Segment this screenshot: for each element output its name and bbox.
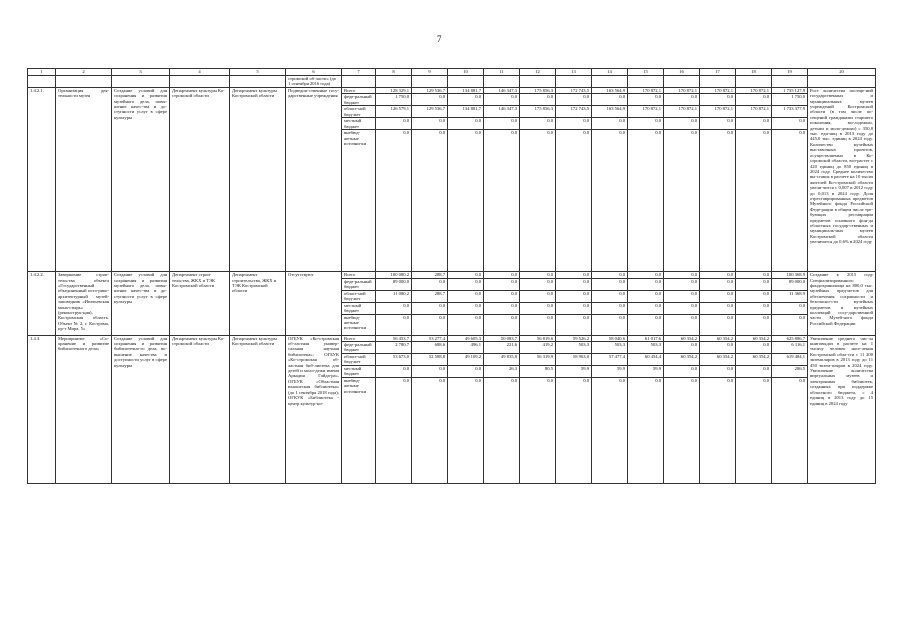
- funding-value: 0,0: [772, 130, 808, 272]
- funding-value: 0,0: [556, 378, 592, 484]
- funding-value: 80,5: [520, 366, 556, 378]
- funding-source-label: местный бюджет: [342, 118, 376, 130]
- funding-value: 1 750,0: [772, 94, 808, 106]
- funding-source-label: феде-ральный бюджет: [342, 342, 376, 354]
- funding-value: 0,0: [736, 278, 772, 290]
- col-header: 5: [230, 69, 286, 76]
- funding-value: 0,0: [520, 130, 556, 272]
- funding-value: 170 872,1: [628, 87, 664, 93]
- executor: Департамент культуры Костромской области: [230, 335, 286, 483]
- funding-source-label: внебюд-жетные источни-ки: [342, 378, 376, 484]
- funding-value: 0,0: [664, 278, 700, 290]
- funding-value: 0,0: [664, 118, 700, 130]
- funding-value: 0,0: [556, 302, 592, 314]
- col-header: 19: [772, 69, 808, 76]
- funding-value: 286,5: [772, 366, 808, 378]
- funding-value: 0,0: [412, 278, 448, 290]
- col-header: 8: [376, 69, 412, 76]
- col-header: 11: [484, 69, 520, 76]
- funding-value: 50 083,7: [484, 335, 520, 341]
- funding-value: 0,0: [520, 302, 556, 314]
- funding-value: 11 080,2: [376, 290, 412, 302]
- funding-value: 0,0: [556, 278, 592, 290]
- funding-value: 0,0: [520, 118, 556, 130]
- funding-value: 89 000,0: [772, 278, 808, 290]
- funding-value: 0,0: [556, 314, 592, 335]
- funding-value: 0,0: [592, 130, 628, 272]
- funding-value: 0,0: [700, 118, 736, 130]
- page-number: 7: [437, 34, 442, 44]
- funding-value: 0,0: [412, 366, 448, 378]
- funding-value: 53 277,4: [412, 335, 448, 341]
- funding-value: 134 881,7: [448, 106, 484, 118]
- funding-source-label: внебюд-жетные источни-ки: [342, 130, 376, 272]
- funding-value: 0,0: [412, 118, 448, 130]
- col-header: 2: [56, 69, 112, 76]
- funding-value: 0,0: [700, 366, 736, 378]
- funding-value: 0,0: [592, 278, 628, 290]
- funding-value: 0,0: [664, 342, 700, 354]
- row-number: 1.4.2.1.: [28, 87, 56, 271]
- col-header: 16: [664, 69, 700, 76]
- funding-value: 0,0: [736, 290, 772, 302]
- funding-value: 0,0: [664, 130, 700, 272]
- funding-value: 60 354,2: [736, 335, 772, 341]
- funding-value: 288,7: [412, 272, 448, 278]
- executor: Департамент строительства, ЖКХ и ТЭК Костромской области: [230, 272, 286, 335]
- funding-value: 57 477,4: [592, 354, 628, 366]
- customer: Департамент культуры Ко-стромской области: [170, 87, 230, 271]
- executor: Департамент культуры Костромской области: [230, 87, 286, 271]
- funding-value: 1 733 377,9: [772, 106, 808, 118]
- funding-value: 0,0: [736, 302, 772, 314]
- funding-value: 59,9: [592, 366, 628, 378]
- funding-value: 0,0: [484, 302, 520, 314]
- funding-value: 129 536,7: [412, 106, 448, 118]
- funding-value: 60 354,2: [700, 354, 736, 366]
- col-header: 13: [556, 69, 592, 76]
- col-header: 9: [412, 69, 448, 76]
- funding-source-label: местный бюджет: [342, 302, 376, 314]
- funding-source-label: Всего: [342, 335, 376, 341]
- funding-value: 0,0: [736, 130, 772, 272]
- funding-value: 0,0: [484, 278, 520, 290]
- funding-value: 170 872,1: [664, 106, 700, 118]
- funding-value: 0,0: [736, 272, 772, 278]
- funding-value: 0,0: [556, 290, 592, 302]
- funding-value: 163 564,9: [592, 87, 628, 93]
- funding-value: 0,0: [736, 366, 772, 378]
- funding-value: 56 819,6: [520, 335, 556, 341]
- funding-value: 0,0: [700, 378, 736, 484]
- activity-goal: Создание условий для сохранения и развития библиотечно-го дела, по-вышение качества и доступности услуг в сфере культуры: [112, 335, 170, 483]
- funding-value: 0,0: [448, 130, 484, 272]
- funding-value: 503,3: [592, 342, 628, 354]
- funding-value: 0,0: [700, 94, 736, 106]
- funding-value: 0,0: [484, 290, 520, 302]
- funding-value: 49 835,8: [484, 354, 520, 366]
- funding-source-label: област-ной бюд-жет: [342, 290, 376, 302]
- funding-value: 129 536,7: [412, 87, 448, 93]
- funding-value: 0,0: [484, 94, 520, 106]
- col-header: 4: [170, 69, 230, 76]
- funding-value: 175 856,3: [520, 87, 556, 93]
- column-number-row: [28, 69, 876, 76]
- funding-value: 1 750,0: [376, 94, 412, 106]
- funding-value: 6 116,1: [772, 342, 808, 354]
- funding-value: 0,0: [736, 94, 772, 106]
- funding-value: 0,0: [628, 378, 664, 484]
- funding-value: 0,0: [628, 290, 664, 302]
- funding-source-label: феде-ральный бюджет: [342, 278, 376, 290]
- funding-value: 0,0: [700, 278, 736, 290]
- funding-value: 0,0: [412, 94, 448, 106]
- funding-value: 89 000,0: [376, 278, 412, 290]
- expected-result: Увеличение среднего чис-ла книговыдач в расчете на 1 тысячу человек насе-ления Костромской обла-сти с 11 200 экземпляров в 2013 году до 11 450 экзем-пляров в 2024 году. Увеличение количества виртуальных музеев и электронных библиотек, созданных при поддержке областного бюджета, с 4 единиц в 2013 году до 15 единиц в 2024 году: [808, 335, 876, 483]
- col-header: 17: [700, 69, 736, 76]
- funding-value: 625 886,7: [772, 335, 808, 341]
- funding-value: 0,0: [700, 342, 736, 354]
- col-header: 7: [342, 69, 376, 76]
- funding-value: 619 484,1: [772, 354, 808, 366]
- funding-value: 126 579,1: [376, 106, 412, 118]
- funding-value: 61 017,6: [628, 335, 664, 341]
- col-header: 20: [808, 69, 876, 76]
- funding-value: 175 856,3: [520, 106, 556, 118]
- funding-value: 0,0: [376, 314, 412, 335]
- funding-value: 11 368,9: [772, 290, 808, 302]
- activity-name: Завершение строи-тельства объекта «Государственный объединенный исто-рико-архитектурный музей-заповедник «Ипатьевская мона-стырь» (реконструк-ция), Костромская область. Объект № 2, г. Кострома, пр-т Мира, 5»: [56, 272, 112, 335]
- funding-value: 58 963,0: [556, 354, 592, 366]
- funding-value: 0,0: [772, 118, 808, 130]
- funding-value: 0,0: [736, 378, 772, 484]
- funding-value: 0,0: [556, 130, 592, 272]
- funding-source-label: внебюд-жетные источни-ки: [342, 314, 376, 335]
- funding-value: 170 872,1: [736, 87, 772, 93]
- funding-value: 0,0: [736, 342, 772, 354]
- funding-source-label: Всего: [342, 272, 376, 278]
- funding-value: 60 354,2: [700, 335, 736, 341]
- funding-value: 0,0: [772, 314, 808, 335]
- funding-value: 60 454,4: [628, 354, 664, 366]
- continuation-text: стромской об-ласти» (до 1 сентября 2016 года): [286, 76, 342, 88]
- funding-source-label: феде-ральный бюджет: [342, 94, 376, 106]
- funding-value: 0,0: [628, 314, 664, 335]
- funding-value: 0,0: [664, 302, 700, 314]
- funding-value: 0,0: [700, 272, 736, 278]
- funding-value: 0,0: [376, 302, 412, 314]
- funding-value: 100 368,9: [772, 272, 808, 278]
- funding-value: 0,0: [664, 290, 700, 302]
- funding-value: 503,3: [556, 342, 592, 354]
- funding-value: 49 605,3: [448, 335, 484, 341]
- funding-value: 0,0: [592, 272, 628, 278]
- funding-value: 170 872,1: [664, 87, 700, 93]
- row-number: 1.4.2.2.: [28, 272, 56, 335]
- program-table: [27, 68, 876, 484]
- col-header: 10: [448, 69, 484, 76]
- funding-source-label: област-ной бюд-жет: [342, 354, 376, 366]
- funding-value: 172 743,5: [556, 106, 592, 118]
- funding-value: 0,0: [484, 130, 520, 272]
- funding-value: 0,0: [592, 94, 628, 106]
- funding-value: 60 354,2: [736, 354, 772, 366]
- funding-value: 170 872,1: [736, 106, 772, 118]
- funding-value: 0,0: [412, 314, 448, 335]
- activity-goal: Создание условий для сохранения и развития музейного дела, повы-шение качес-тва и до-ступности услуг в сфере культуры: [112, 272, 170, 335]
- funding-value: 56 453,7: [376, 335, 412, 341]
- expected-result: Создание к 2015 году Специализированного фондохранилища на 800,0 тыс. музейных пред-метов для обеспечения сохранности и безопасно-сти музейных предметов и музейных коллекций госу-дарственной части Музей-ного фонда Российской Федерации: [808, 272, 876, 335]
- continuation-row: [28, 76, 876, 88]
- customer: Департамент культуры Ко-стромской области: [170, 335, 230, 483]
- funding-value: 288,7: [412, 290, 448, 302]
- funding-value: 0,0: [556, 94, 592, 106]
- funding-value: 0,0: [664, 314, 700, 335]
- col-header: 18: [736, 69, 772, 76]
- funding-value: 172 743,5: [556, 87, 592, 93]
- funding-value: 0,0: [484, 118, 520, 130]
- funding-value: 2 780,7: [376, 342, 412, 354]
- recipient: Отсутствуют: [286, 272, 342, 335]
- funding-value: 1 735 127,9: [772, 87, 808, 93]
- activity-name: Организация дея-тельности музея: [56, 87, 112, 271]
- expected-result: Рост количества посеще-ний государственных и муниципальных музеев учреждений Костромской области (в том числе по-сещений гражданами старшего поколения, мо-лодежью, детьми и моло-дежью) с 350,8 тыс. еди-ниц в 2013 году до 445,0 тыс. единиц в 2024 году. Количество музейных выставочных проектов, осуществляемых в Ко-стромской области, воз-растет с 420 единиц до 850 единиц в 2024 году. Среднее количество вы-ставок в расчете на 10 тысяч жителей Ко-стромской области увели-чится с 0,007 в 2012 году до 0,013 в 2024 году. Доля отреставрированных предметов Музейного фонда Российской Феде-рации в общем числе тре-бующих реставрации предметов основного фон-да областных государ-ственных и муниципаль-ных музеев Костромской области увеличится до 0,6% в 2024 году: [808, 87, 876, 271]
- activity-name: Мероприятие «Со-хранение и развитие библиотечного дела»: [56, 335, 112, 483]
- funding-value: 49 109,2: [448, 354, 484, 366]
- funding-value: 134 881,7: [448, 87, 484, 93]
- col-header: 14: [592, 69, 628, 76]
- funding-value: 0,0: [628, 278, 664, 290]
- funding-value: 0,0: [448, 272, 484, 278]
- funding-value: 0,0: [376, 130, 412, 272]
- funding-value: 0,0: [592, 302, 628, 314]
- col-header: 1: [28, 69, 56, 76]
- funding-value: 163 564,9: [592, 106, 628, 118]
- funding-source-label: област-ной бюд-жет: [342, 106, 376, 118]
- funding-value: 128 329,1: [376, 87, 412, 93]
- funding-value: 0,0: [628, 130, 664, 272]
- funding-value: 26,3: [484, 366, 520, 378]
- funding-value: 0,0: [700, 314, 736, 335]
- funding-value: 0,0: [664, 94, 700, 106]
- funding-value: 60 354,2: [664, 354, 700, 366]
- funding-value: 0,0: [448, 94, 484, 106]
- funding-value: 59,9: [628, 366, 664, 378]
- funding-value: 0,0: [484, 272, 520, 278]
- funding-value: 419,2: [520, 342, 556, 354]
- col-header: 6: [286, 69, 342, 76]
- funding-value: 0,0: [700, 290, 736, 302]
- funding-value: 0,0: [736, 118, 772, 130]
- funding-value: 0,0: [628, 272, 664, 278]
- funding-value: 0,0: [448, 366, 484, 378]
- funding-value: 0,0: [520, 378, 556, 484]
- funding-value: 59 526,2: [556, 335, 592, 341]
- funding-value: 0,0: [412, 302, 448, 314]
- funding-value: 146 347,3: [484, 87, 520, 93]
- funding-value: 0,0: [592, 118, 628, 130]
- funding-value: 100 080,2: [376, 272, 412, 278]
- funding-value: 52 588,8: [412, 354, 448, 366]
- funding-value: 0,0: [556, 118, 592, 130]
- funding-value: 170 872,1: [628, 106, 664, 118]
- funding-value: 0,0: [448, 290, 484, 302]
- activity-goal: Создание условий для сохранения и развития музейного дела, повы-шение качес-тва и до-ступности услуг в сфере культуры: [112, 87, 170, 271]
- funding-value: 0,0: [412, 130, 448, 272]
- funding-source-label: местный бюджет: [342, 366, 376, 378]
- funding-value: 58 040,6: [592, 335, 628, 341]
- funding-value: 221,6: [484, 342, 520, 354]
- funding-value: 0,0: [556, 272, 592, 278]
- funding-value: 0,0: [772, 378, 808, 484]
- row-number: 1.4.3.: [28, 335, 56, 483]
- funding-value: 496,1: [448, 342, 484, 354]
- funding-value: 0,0: [484, 314, 520, 335]
- funding-value: 0,0: [628, 94, 664, 106]
- funding-value: 0,0: [664, 366, 700, 378]
- funding-value: 53 673,0: [376, 354, 412, 366]
- funding-value: 0,0: [664, 378, 700, 484]
- col-header: 15: [628, 69, 664, 76]
- col-header: 12: [520, 69, 556, 76]
- funding-value: 59,9: [556, 366, 592, 378]
- funding-value: 170 872,1: [700, 106, 736, 118]
- funding-value: 0,0: [700, 302, 736, 314]
- funding-value: 0,0: [376, 118, 412, 130]
- funding-value: 0,0: [628, 118, 664, 130]
- funding-value: 0,0: [448, 314, 484, 335]
- funding-value: 0,0: [628, 302, 664, 314]
- funding-value: 170 872,1: [700, 87, 736, 93]
- funding-value: 146 347,3: [484, 106, 520, 118]
- funding-value: 0,0: [664, 272, 700, 278]
- funding-value: 0,0: [448, 302, 484, 314]
- funding-value: 0,0: [592, 378, 628, 484]
- funding-value: 0,0: [772, 302, 808, 314]
- funding-value: 0,0: [448, 278, 484, 290]
- recipient: ОГБУК «Ко-стромская об-ластная универ-сальная научная библиотека»; ОГБУК «Ко-стромская об-ластная биб-лиотека для детей и моло-дежи имени Аркадия Гайда-ра», ОГБУК «Областная юношеская библиотека» (до 1 сентября 2018 года); ОГКУК «Библиотека - центр культур-но-: [286, 335, 342, 483]
- funding-value: 0,0: [376, 378, 412, 484]
- funding-value: 0,0: [520, 272, 556, 278]
- funding-value: 0,0: [592, 314, 628, 335]
- funding-value: 60 354,2: [664, 335, 700, 341]
- funding-value: 0,0: [592, 290, 628, 302]
- funding-value: 0,0: [520, 314, 556, 335]
- funding-value: 56 319,9: [520, 354, 556, 366]
- col-header: 3: [112, 69, 170, 76]
- funding-value: 0,0: [412, 378, 448, 484]
- funding-value: 0,0: [520, 278, 556, 290]
- funding-source-label: Всего: [342, 87, 376, 93]
- funding-value: 0,0: [520, 94, 556, 106]
- funding-value: 0,0: [520, 290, 556, 302]
- funding-value: 0,0: [376, 366, 412, 378]
- recipient: Подведом-ственные госу-дарственные учреждения: [286, 87, 342, 271]
- customer: Департамент строи-тельства, ЖКХ и ТЭК Костромской области: [170, 272, 230, 335]
- funding-value: 688,6: [412, 342, 448, 354]
- funding-value: 0,0: [448, 118, 484, 130]
- funding-value: 0,0: [448, 378, 484, 484]
- funding-value: 503,3: [628, 342, 664, 354]
- funding-value: 0,0: [484, 378, 520, 484]
- funding-value: 0,0: [736, 314, 772, 335]
- funding-value: 0,0: [700, 130, 736, 272]
